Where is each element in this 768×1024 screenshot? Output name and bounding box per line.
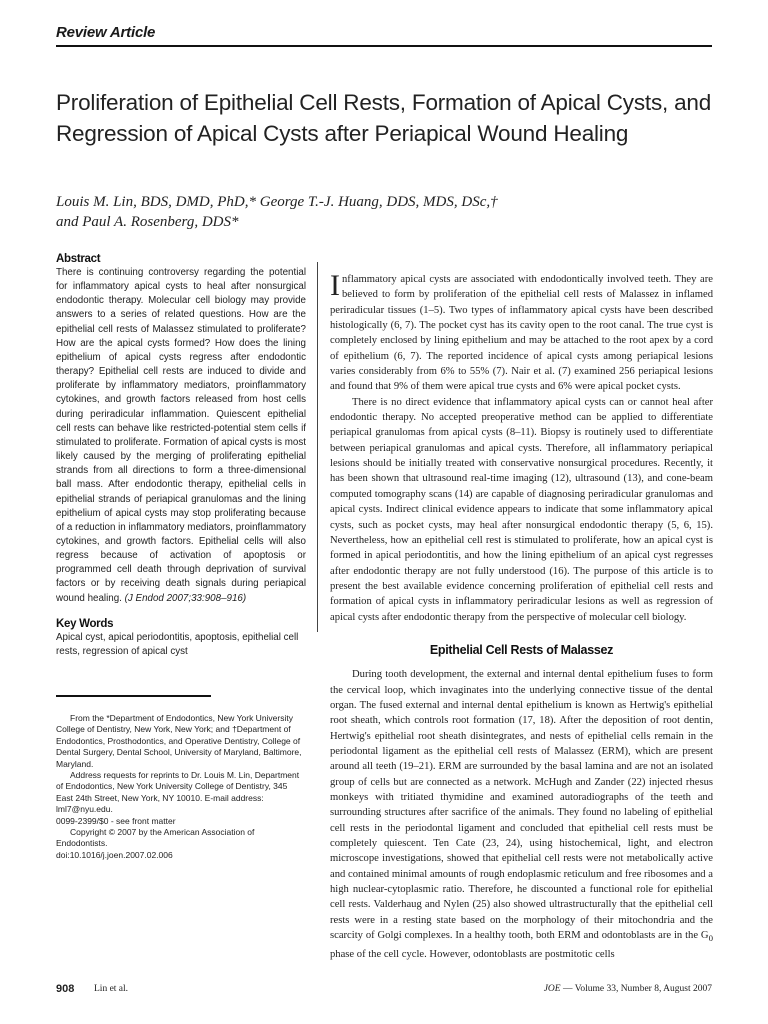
abstract-column xyxy=(56,253,306,659)
copyright-note: Copyright © 2007 by the American Association of Endodontists. xyxy=(56,827,255,849)
journal-info xyxy=(544,984,712,994)
intro-paragraph-1 xyxy=(330,269,713,395)
section-paragraph-1-text: During tooth development, the external and internal dental epithelium fuses to form the cervical loop, which invaginates into the underlying connective tissue of the dental organ. The fused external and internal dental epithelium is known as Hertwig's epithelial root sheath, which controls root formation (17, 18). After the deposition of root dentin, Hertwig's epithelial root sheath disintegrates, and nests of epithelial cells remain in the periodontal ligament as the epithelial cell rests of Malassez (ERM), which are present around all teeth (19–21). ERM are surrounded by the basal lamina and are not an isolated group of cells but are connected as a network. McHugh and Zander (22) injected rhesus monkeys with tritiated thymidine and examined autoradiographs of the teeth and surrounding structures after sacrifice of the animals. They found no labeling of epithelial cell rests in the periodontal ligament and concluded that epithelial cell rests must be completely quiescent. Ten Cate (23, 24), using histochemical, light, and electron microscope investigations, showed that epithelial cell rests were not metabolically active and contained minimal amounts of rough endoplasmic reticulum and free ribosomes and a high nuclear-cytoplasmic ratio. Therefore, he discounted a functional role for epithelial cell rests. Valderhaug and Nylen (25) also showed ultrastructurally that the epithelial cell rests were in a resting state based on the morphology of their mitochondria and the scarcity of Golgi complexes. In a healthy tooth, both ERM and odontoblasts are in the G xyxy=(330,669,713,942)
author-list xyxy=(56,192,712,232)
journal-abbrev: JOE xyxy=(543,984,561,994)
keywords-text: Apical cyst, apical periodontitis, apoptosis, epithelial cell rests, regression of apical cyst xyxy=(56,631,299,657)
affiliation-note: From the *Department of Endodontics, New York University College of Dentistry, New York, New York; and †Department of Endodontics, Prosthodontics, and Operative Dentistry, College of Dental Surgery, Dental School, University of Maryland, Baltimore, Maryland. xyxy=(56,713,302,769)
running-author: Lin et al. xyxy=(94,984,129,994)
footnote-rule xyxy=(56,695,211,697)
intro-paragraph-1-text: nflammatory apical cysts are associated with endodontically involved teeth. They are believed to form by proliferation of the epithelial cell rests of Malassez in inflamed periradicular tissues (1–5). Two types of inflammatory apical cysts have been described histologically (6, 7). The pocket cyst has its cavity open to the root canal. The true cyst is completely enclosed by lining epithelium and may be attached to the root apex by a cord of epithelium (6, 7). The reported incidence of apical cysts among periapical lesions varies considerably from 6% to 55% (7). Nair et al. (7) examined 256 periapical lesions and found that 9% of them were apical true cysts and 6% were apical pocket cysts. xyxy=(330,274,713,393)
author-line-1: Louis M. Lin, BDS, DMD, PhD,* George T.-J. Huang, DDS, MDS, DSc,† xyxy=(56,194,498,210)
doi-note: doi:10.1016/j.joen.2007.02.006 xyxy=(56,849,173,860)
section-paragraph-1 xyxy=(330,667,713,962)
abstract-text: There is continuing controversy regarding the potential for inflammatory apical cysts to heal after nonsurgical endodontic therapy. Molecular cell biology may provide answers to a series of related questions. How are the epithelial cell rests of Malassez stimulated to proliferate? How are the apical cysts formed? How does the lining epithelium of apical cysts regress after endodontic therapy? Epithelial cell rests are induced to divide and proliferate by inflammatory mediators, proinflammatory cytokines, and growth factors released from host cells during periradicular inflammation. Quiescent epithelial cell rests can behave like restricted-potential stem cells if stimulated to proliferate. Formation of apical cysts is most likely caused by the merging of proliferating epithelial strands from all directions to form a three-dimensional ball mass. After endodontic therapy, epithelial cells in epithelial strands of periapical granulomas and the lining epithelium of apical cysts may stop proliferating because of a reduction in inflammatory mediators, proinflammatory cytokines, and growth factors. Epithelial cells will also regress because of activation of apoptosis or programmed cell death through deprivation of survival factors or by receiving death signals during periapical wound healing. xyxy=(56,267,306,604)
column-divider xyxy=(317,262,318,632)
issn-note: 0099-2399/$0 - see front matter xyxy=(56,815,176,826)
author-line-2: and Paul A. Rosenberg, DDS* xyxy=(56,214,239,230)
intro-paragraph-2: There is no direct evidence that inflammatory apical cysts can or cannot heal after endodontic therapy. No accepted preoperative method can be applied to differentiate periapical granulomas from apical cysts (8–11). Biopsy is routinely used to differentiate between periapical granulomas and apical cysts. Therefore, all inflammatory periapical lesions should be initially treated with conservative nonsurgical procedures. Recently, it has been shown that ultrasound real-time imaging (12), ultrasound (13), and cone-beam computed tomography scans (14) are capable of diagnosing periradicular granulomas and apical cysts. Indirect clinical evidence appears to indicate that some inflammatory apical cysts, such as pocket cysts, may heal after nonsurgical endodontic therapy (5, 6, 15). Nevertheless, how an epithelial cell rest is stimulated to proliferate, how an apical cyst is formed in apical periodontitis, and how the lining epithelium of an apical cyst regresses after endodontic therapy are not fully understood (16). The purpose of this article is to present the best available evidence concerning proliferation of epithelial cell rests and formation of apical cysts in inflammatory periradicular lesions as well as regression of apical cysts after endodontic therapy from the perspective of molecular cell biology. xyxy=(330,396,713,623)
abstract-body xyxy=(56,266,306,606)
abstract-citation: (J Endod 2007;33:908–916) xyxy=(124,592,247,604)
body-column xyxy=(330,269,713,962)
article-type-header xyxy=(56,24,712,41)
keywords-heading: Key Words xyxy=(56,617,114,630)
page-number: 908 xyxy=(56,983,75,995)
section-paragraph-1-end: phase of the cell cycle. However, odontoblasts are postmitotic cells xyxy=(330,948,615,960)
author-footnote xyxy=(56,713,306,861)
drop-cap: I xyxy=(330,269,340,302)
reprint-address-note: Address requests for reprints to Dr. Louis M. Lin, Department of Endodontics, New York University College of Dentistry, 345 East 24th Street, New York, NY 10010. E-mail address: lml7@nyu.edu. xyxy=(56,770,300,815)
abstract-heading: Abstract xyxy=(56,253,101,265)
header-rule xyxy=(56,45,712,47)
article-title: Proliferation of Epithelial Cell Rests, Formation of Apical Cysts, and Regression of Apical Cysts after Periapical Wound Healing xyxy=(56,90,712,146)
section-heading: Epithelial Cell Rests of Malassez xyxy=(429,642,614,657)
article-type-label: Review Article xyxy=(56,24,156,41)
journal-volume: — Volume 33, Number 8, August 2007 xyxy=(560,984,712,994)
g0-subscript: 0 xyxy=(708,933,713,944)
